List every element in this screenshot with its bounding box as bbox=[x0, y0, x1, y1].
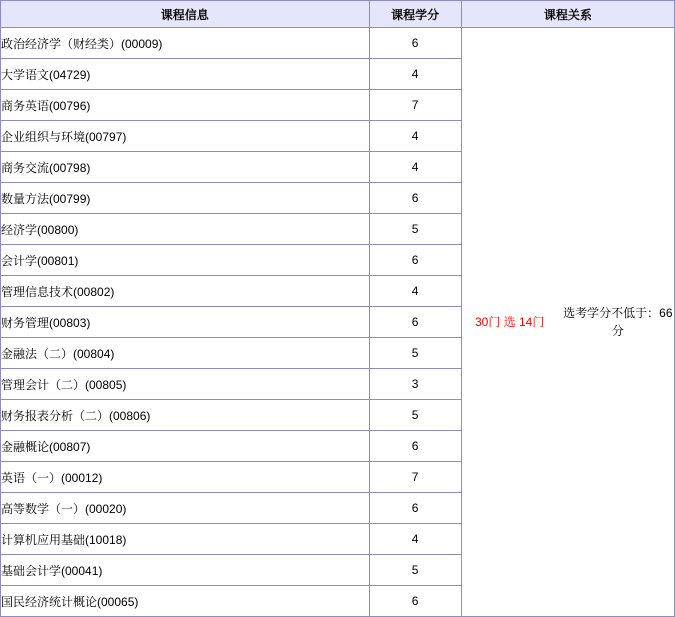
table-head bbox=[1, 1, 675, 28]
table-row bbox=[1, 28, 675, 59]
course-name: 高等数学（一）(00020) bbox=[1, 493, 370, 524]
course-relation-cell bbox=[461, 28, 674, 617]
course-name: 金融概论(00807) bbox=[1, 431, 370, 462]
course-credit: 4 bbox=[369, 276, 461, 307]
course-name: 大学语文(04729) bbox=[1, 59, 370, 90]
course-name: 财务报表分析（二）(00806) bbox=[1, 400, 370, 431]
column-header-course-relation: 课程关系 bbox=[461, 1, 674, 28]
course-name: 管理会计（二）(00805) bbox=[1, 369, 370, 400]
course-name: 经济学(00800) bbox=[1, 214, 370, 245]
table-header-row bbox=[1, 1, 675, 28]
course-name: 英语（一）(00012) bbox=[1, 462, 370, 493]
column-header-course-credit: 课程学分 bbox=[369, 1, 461, 28]
course-name: 会计学(00801) bbox=[1, 245, 370, 276]
course-credit: 5 bbox=[369, 400, 461, 431]
course-credit: 4 bbox=[369, 524, 461, 555]
course-credit: 5 bbox=[369, 555, 461, 586]
course-name: 管理信息技术(00802) bbox=[1, 276, 370, 307]
course-credit: 4 bbox=[369, 121, 461, 152]
course-credit: 6 bbox=[369, 245, 461, 276]
relation-credit-note: 选考学分不低于：66分 bbox=[563, 306, 673, 338]
course-credit: 6 bbox=[369, 183, 461, 214]
course-credit: 5 bbox=[369, 214, 461, 245]
column-header-course-info: 课程信息 bbox=[1, 1, 370, 28]
course-name: 商务英语(00796) bbox=[1, 90, 370, 121]
course-credit: 6 bbox=[369, 28, 461, 59]
course-credit: 3 bbox=[369, 369, 461, 400]
course-name: 商务交流(00798) bbox=[1, 152, 370, 183]
course-credit: 4 bbox=[369, 152, 461, 183]
course-credit: 4 bbox=[369, 59, 461, 90]
course-name: 国民经济统计概论(00065) bbox=[1, 586, 370, 617]
course-name: 计算机应用基础(10018) bbox=[1, 524, 370, 555]
course-name: 财务管理(00803) bbox=[1, 307, 370, 338]
course-credit: 6 bbox=[369, 586, 461, 617]
course-credit: 7 bbox=[369, 90, 461, 121]
relation-inner bbox=[462, 304, 674, 340]
course-credit: 5 bbox=[369, 338, 461, 369]
course-name: 数量方法(00799) bbox=[1, 183, 370, 214]
course-credit: 6 bbox=[369, 431, 461, 462]
course-name: 政治经济学（财经类）(00009) bbox=[1, 28, 370, 59]
course-name: 企业组织与环境(00797) bbox=[1, 121, 370, 152]
course-name: 基础会计学(00041) bbox=[1, 555, 370, 586]
course-credit: 7 bbox=[369, 462, 461, 493]
course-name: 金融法（二）(00804) bbox=[1, 338, 370, 369]
course-credit: 6 bbox=[369, 493, 461, 524]
relation-requirement: 30门 选 14门 bbox=[474, 315, 545, 329]
course-credit: 6 bbox=[369, 307, 461, 338]
table-body bbox=[1, 28, 675, 617]
